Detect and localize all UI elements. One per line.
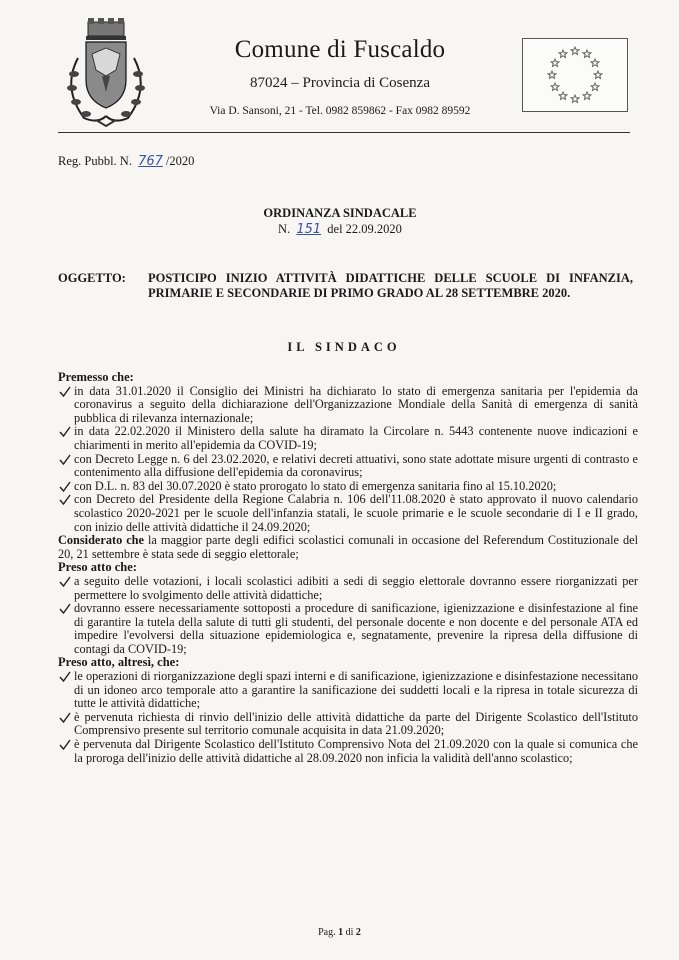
subject-label: OGGETTO:	[58, 271, 126, 285]
footer-prefix: Pag.	[318, 927, 336, 938]
checkmark-icon	[58, 711, 72, 725]
registration-prefix: Reg. Pubbl. N.	[58, 154, 132, 168]
subject-block	[58, 271, 633, 301]
subject-text: POSTICIPO INIZIO ATTIVITÀ DIDATTICHE DELLE SCUOLE DI INFANZIA, PRIMARIE E SECONDARIE DI PRIMO GRADO AL 28 SETTEMBRE 2020.	[148, 271, 633, 300]
ordinance-number: 151	[296, 222, 322, 237]
checkmark-icon	[58, 738, 72, 752]
checkmark-icon	[58, 453, 72, 467]
ordinance-date: del 22.09.2020	[327, 222, 402, 236]
considerato-text: la maggior parte degli edifici scolastici comunali in occasione del Referendum Costituzionale del 20, 21 settembre è stata sede di seggio elettorale;	[58, 533, 638, 561]
checkmark-icon	[58, 385, 72, 399]
ordinance-num-prefix: N.	[278, 222, 291, 236]
ordinance-number-line	[180, 222, 500, 237]
preso-atto-altresi-heading: Preso atto, altresì, che:	[58, 655, 180, 670]
preso-atto-altresi-list	[58, 670, 638, 765]
checkmark-icon	[58, 602, 72, 616]
eu-flag-icon	[522, 38, 628, 112]
considerato-paragraph	[58, 534, 638, 561]
registration-line	[58, 154, 194, 169]
page-footer	[0, 927, 679, 938]
list-item: dovranno essere necessariamente sottoposti a procedure di sanificazione, igienizzazione e disinfestazione al fine di garantire la tutela della salute di tutti gli studenti, del personale docente e non docente e del personale ATA ed impedire l'evolversi della situazione epidemiologica e, segnatamente, prevenire la ripresa della diffusione di contagi da COVID-19;	[58, 602, 638, 656]
list-item: è pervenuta dal Dirigente Scolastico dell'Istituto Comprensivo Nota del 21.09.2020 con la quale si comunica che la proroga dell'inizio delle attività didattiche al 28.09.2020 non inficia la validità dell'anno scolastico;	[58, 738, 638, 765]
province-line: 87024 – Provincia di Cosenza	[250, 75, 430, 91]
header-divider	[58, 132, 630, 133]
registration-number: 767	[138, 154, 163, 169]
checkmark-icon	[58, 575, 72, 589]
address-line: Via D. Sansoni, 21 - Tel. 0982 859862 - Fax 0982 89592	[209, 105, 471, 117]
considerato-heading: Considerato che	[58, 533, 144, 548]
premesso-list	[58, 385, 638, 535]
list-item: con Decreto Legge n. 6 del 23.02.2020, e relativi decreti attuativi, sono state adottate misure urgenti di contrasto e contenimento alla diffusione dell'epidemia da coronavirus;	[58, 453, 638, 480]
checkmark-icon	[58, 425, 72, 439]
footer-total-pages: 2	[355, 927, 361, 938]
list-item: le operazioni di riorganizzazione degli spazi interni e di sanificazione, igienizzazione e disinfestazione necessitano di un idoneo arco temporale atto a garantire la sanificazione dei suddetti locali e la ripresa in totale sicurezza di tutte le attività didattiche;	[58, 670, 638, 711]
list-item: in data 31.01.2020 il Consiglio dei Ministri ha dichiarato lo stato di emergenza sanitaria per l'epidemia da coronavirus a seguito della dichiarazione dell'Organizzazione Mondiale della Sanità di emergenza di sanità pubblica di rilevanza internazionale;	[58, 385, 638, 426]
preso-atto-list	[58, 575, 638, 657]
mayor-heading: IL SINDACO	[287, 340, 401, 354]
preso-atto-heading: Preso atto che:	[58, 560, 137, 575]
checkmark-icon	[58, 670, 72, 684]
list-item: in data 22.02.2020 il Ministero della salute ha diramato la Circolare n. 5443 contenente nuove indicazioni e chiarimenti in merito all'epidemia da COVID-19;	[58, 425, 638, 452]
coat-of-arms-icon	[58, 18, 154, 130]
checkmark-icon	[58, 480, 72, 494]
footer-of: di	[345, 927, 354, 938]
premesso-heading: Premesso che:	[58, 370, 134, 384]
footer-page-number: 1	[338, 927, 344, 938]
list-item: con Decreto del Presidente della Regione Calabria n. 106 dell'11.08.2020 è stato approvato il nuovo calendario scolastico 2020-2021 per le scuole dell'infanzia statali, le scuole primarie e le scuole secondarie di I e II grado, con inizio delle attività didattiche il 24.09.2020;	[58, 493, 638, 534]
ordinance-title: ORDINANZA SINDACALE	[263, 206, 417, 220]
municipality-title: Comune di Fuscaldo	[234, 36, 446, 63]
list-item: a seguito delle votazioni, i locali scolastici adibiti a sedi di seggio elettorale dovranno essere riorganizzati per permettere lo svolgimento delle attività didattiche;	[58, 575, 638, 602]
list-item: è pervenuta richiesta di rinvio dell'inizio delle attività didattiche da parte del Dirigente Scolastico dell'Istituto Comprensivo presente sul territorio comunale acquisita in data 21.09.2020;	[58, 711, 638, 738]
ordinance-body	[58, 371, 638, 765]
list-item: con D.L. n. 83 del 30.07.2020 è stato prorogato lo stato di emergenza sanitaria fino al 15.10.2020;	[58, 480, 638, 494]
checkmark-icon	[58, 493, 72, 507]
registration-suffix: /2020	[165, 154, 195, 168]
